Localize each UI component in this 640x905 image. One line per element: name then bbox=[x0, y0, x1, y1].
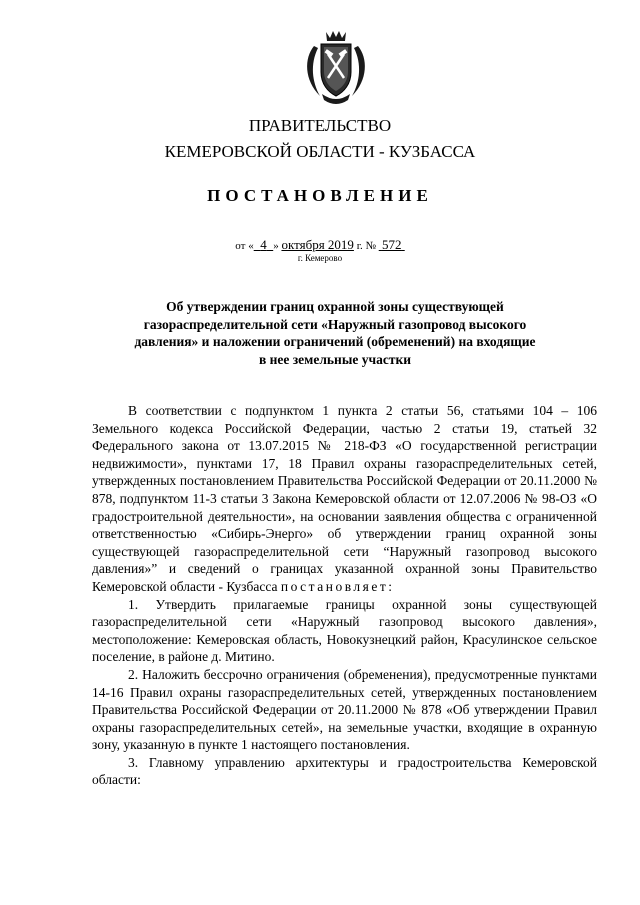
heading-line: Об утверждении границ охранной зоны существующей bbox=[166, 299, 504, 314]
document-number: 572 bbox=[381, 237, 402, 252]
resolves-word: постановляет: bbox=[280, 578, 395, 594]
heading-line: давления» и наложении ограничений (обременений) на входящие bbox=[134, 334, 536, 349]
date-line bbox=[0, 237, 640, 253]
heading-line: газораспределительной сети «Наружный газопровод высокого bbox=[143, 316, 527, 332]
number-label: № bbox=[365, 240, 376, 252]
clause-1-paragraph: 1. Утвердить прилагаемые границы охранной зоны существующей газораспределительной сети «Наружный газопровод высокого давления», местоположение: Кемеровская область, Новокузнецкий район, Красулинское сельское поселение, в районе д. Митино. bbox=[92, 596, 597, 665]
date-prefix: от « bbox=[235, 240, 254, 252]
date-year-suffix: г. bbox=[356, 240, 363, 252]
coat-of-arms-icon bbox=[300, 28, 372, 106]
city-line: г. Кемерово bbox=[297, 253, 343, 263]
document-type-title: ПОСТАНОВЛЕНИЕ bbox=[207, 186, 433, 205]
date-day: 4 bbox=[260, 237, 267, 252]
org-name-line1: ПРАВИТЕЛЬСТВО bbox=[248, 116, 392, 135]
clause-2-paragraph: 2. Наложить бессрочно ограничения (обременения), предусмотренные пунктами 14-16 Правил охраны газораспределительных сетей, утвержденных постановлением Правительства Российской Федерации от 20.11.2000 № 878 «Об утверждении Правил охраны газораспределительных сетей», на земельные участки, входящие в охранную зону, указанную в пункте 1 настоящего постановления. bbox=[92, 666, 597, 753]
preamble-paragraph: В соответствии с подпунктом 1 пункта 2 статьи 56, статьями 104 – 106 Земельного кодекса Российской Федерации, частью 2 статьи 19, статьей 32 Федерального закона от 13.07.2015 № 218-ФЗ «О государственной регистрации недвижимости», пунктами 17, 18 Правил охраны газораспределительных сетей, утвержденных постановлением Правительства Российской Федерации от 20.11.2000 № 878, подпунктом 11-3 статьи 3 Закона Кемеровской области от 12.07.2006 № 98-ОЗ «О градостроительной деятельности», на основании заявления общества с ограниченной ответственностью «Сибирь-Энерго» об утверждении границ охранной зоны существующей газораспределительной сети “Наружный газопровод высокого давления»” и сведений о границах указанной охранной зоны Правительство Кемеровской области - Кузбасса постановляет: bbox=[92, 403, 597, 594]
date-day-suffix: » bbox=[273, 240, 279, 252]
org-name-line2: КЕМЕРОВСКОЙ ОБЛАСТИ - КУЗБАССА bbox=[164, 142, 476, 161]
date-month-year: октября 2019 bbox=[281, 237, 354, 252]
document-body bbox=[92, 402, 597, 789]
heading-line: в нее земельные участки bbox=[258, 351, 412, 367]
clause-3-paragraph: 3. Главному управлению архитектуры и градостроительства Кемеровской области: bbox=[92, 754, 597, 788]
document-heading bbox=[110, 298, 560, 368]
